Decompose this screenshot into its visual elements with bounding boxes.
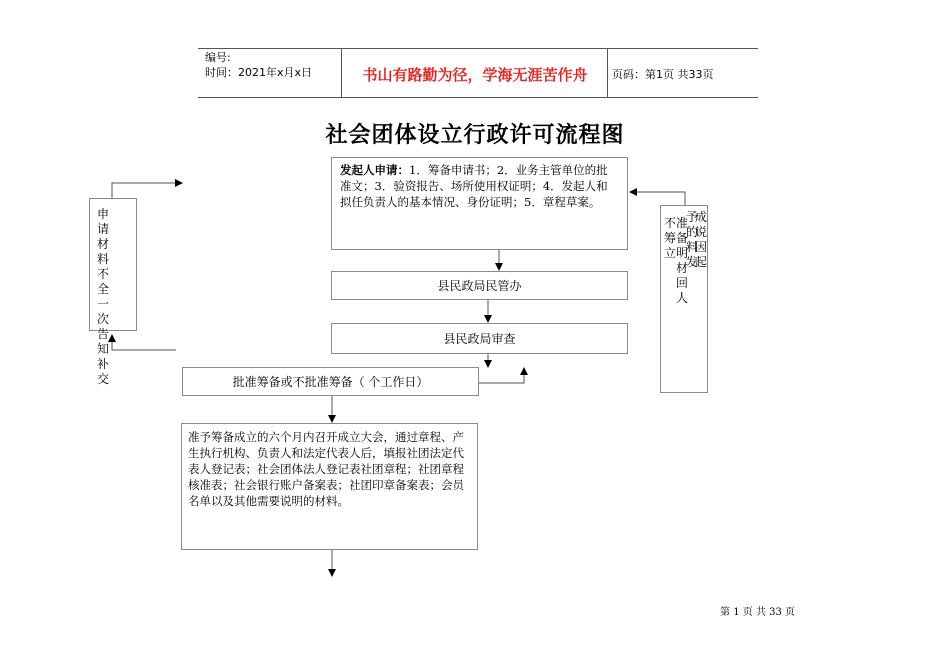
step-review-label: 县民政局审查 (443, 332, 516, 346)
step-establish-box (181, 423, 478, 550)
header-motto: 书山有路勤为径，学海无涯苦作舟 (362, 66, 588, 84)
step-handle-label: 县民政局民管办 (437, 279, 522, 293)
apply-title: 发起人申请： (340, 163, 409, 177)
right-side-col3: 予的料发 (685, 210, 698, 269)
right-side-box (660, 205, 708, 393)
arrow-approve-right-up (478, 368, 524, 383)
page-footer: 第 1 页 共 33 页 (720, 607, 795, 618)
right-side-col2: 准备明材回人 (675, 216, 688, 305)
right-side-col1: 不筹立 (663, 216, 676, 260)
apply-body: 1．筹备申请书；2．业务主管单位的批准文；3．验资报告、场所使用权证明；4．发起人和拟任负责人的基本情况、身份证明；5．章程草案。 (340, 163, 608, 209)
arrow-right-loop (630, 192, 685, 205)
right-side-col4: 成说因起 (694, 210, 707, 269)
apply-box (331, 157, 628, 250)
left-side-text: 申请材料不全一次告知补交 (96, 207, 109, 386)
step-approve-box (182, 367, 479, 396)
serial-label: 编号: (205, 51, 231, 64)
time-label: 时间：2021年x月x日 (205, 66, 313, 79)
header-page-info: 页码：第1页 共33页 (612, 68, 714, 81)
step-approve-label: 批准筹备或不批准筹备（ 个工作日） (232, 375, 429, 389)
arrow-left-loop-bottom (112, 335, 176, 350)
left-side-box (89, 198, 137, 386)
step-establish-text: 准予筹备成立的六个月内召开成立大会，通过章程、产生执行机构、负责人和法定代表人后，填报社团法定代表人登记表；社会团体法人登记表社团章程；社团章程核准表；社会银行账户备案表；社团印章备案表；会员名单以及其他需要说明的材料。 (188, 430, 464, 508)
page-title: 社会团体设立行政许可流程图 (325, 123, 625, 148)
step-review-box (331, 323, 628, 354)
arrow-left-loop-top (112, 183, 182, 198)
step-handle-box (331, 271, 628, 300)
